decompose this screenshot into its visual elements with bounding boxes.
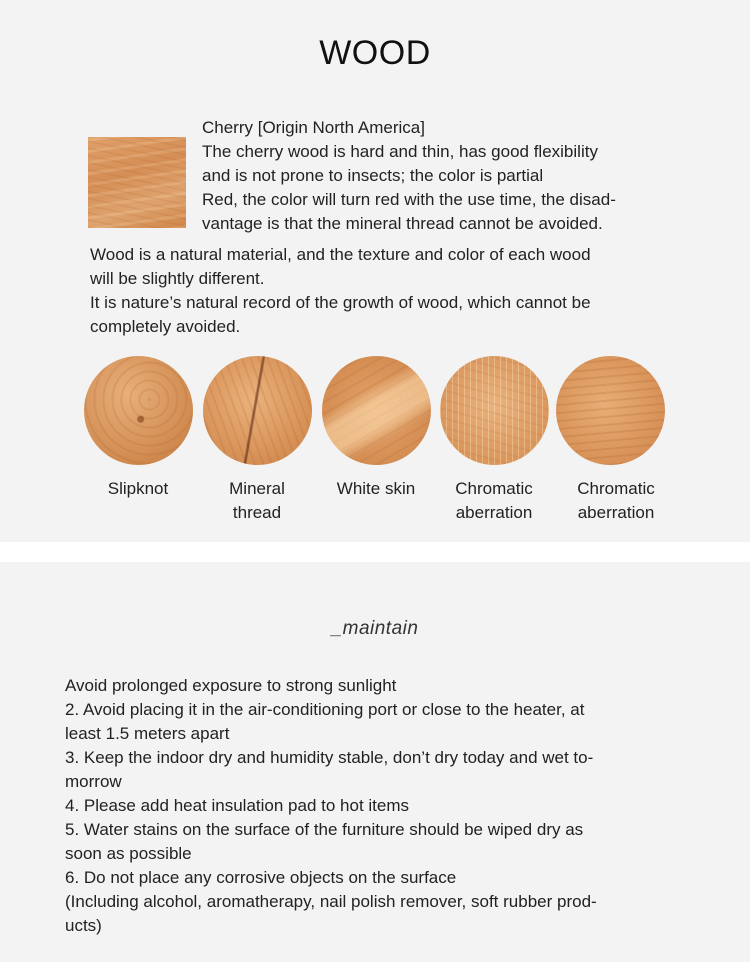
white-skin-sample-image xyxy=(322,356,431,465)
maintain-line: 6. Do not place any corrosive objects on the surface xyxy=(65,868,457,887)
sample-label-line: aberration xyxy=(577,503,655,522)
sample-label-line: Slipknot xyxy=(107,479,169,498)
sample-label-slipknot xyxy=(73,477,203,501)
cherry-line: and is not prone to insects; the color is partial xyxy=(202,166,544,185)
sample-label-line: White skin xyxy=(336,479,416,498)
mineral-thread-sample-image xyxy=(203,356,312,465)
sample-label-chromatic-aberration xyxy=(551,477,681,525)
chromatic-aberration-sample-image xyxy=(440,356,549,465)
maintain-line: 3. Keep the indoor dry and humidity stable, don’t dry today and wet to- xyxy=(65,748,594,767)
cherry-line: Red, the color will turn red with the use time, the disad- xyxy=(202,190,616,209)
cherry-line: The cherry wood is hard and thin, has good flexibility xyxy=(202,142,598,161)
maintain-line: morrow xyxy=(65,772,122,791)
cherry-line: Cherry [Origin North America] xyxy=(202,118,425,137)
sample-label-chromatic-aberration xyxy=(429,477,559,525)
intro-line: will be slightly different. xyxy=(90,269,265,288)
cherry-description xyxy=(202,116,702,236)
maintain-line: soon as possible xyxy=(65,844,192,863)
sample-label-line: thread xyxy=(232,503,282,522)
maintain-line: 2. Avoid placing it in the air-conditioning port or close to the heater, at xyxy=(65,700,585,719)
maintain-line: ucts) xyxy=(65,916,102,935)
sample-label-line: aberration xyxy=(455,503,533,522)
cherry-line: vantage is that the mineral thread cannot be avoided. xyxy=(202,214,603,233)
sample-label-line: Chromatic xyxy=(455,479,533,498)
maintain-line: 4. Please add heat insulation pad to hot items xyxy=(65,796,410,815)
maintain-line: (Including alcohol, aromatherapy, nail polish remover, soft rubber prod- xyxy=(65,892,597,911)
sample-label-line: Chromatic xyxy=(577,479,655,498)
wood-intro xyxy=(90,243,690,339)
maintain-title: _maintain xyxy=(331,618,419,639)
intro-line: completely avoided. xyxy=(90,317,241,336)
intro-line: It is nature’s natural record of the growth of wood, which cannot be xyxy=(90,293,591,312)
sample-label-line: Mineral xyxy=(229,479,285,498)
maintain-line: least 1.5 meters apart xyxy=(65,724,230,743)
maintain-instructions xyxy=(65,674,705,938)
cherry-wood-swatch xyxy=(88,137,186,228)
wood-title: WOOD xyxy=(319,34,431,72)
chromatic-aberration-sample-image xyxy=(556,356,665,465)
maintain-line: 5. Water stains on the surface of the furniture should be wiped dry as xyxy=(65,820,584,839)
intro-line: Wood is a natural material, and the texture and color of each wood xyxy=(90,245,591,264)
slipknot-sample-image xyxy=(84,356,193,465)
sample-label-mineral-thread xyxy=(192,477,322,525)
sample-label-white-skin xyxy=(311,477,441,501)
maintain-line: Avoid prolonged exposure to strong sunlight xyxy=(65,676,397,695)
